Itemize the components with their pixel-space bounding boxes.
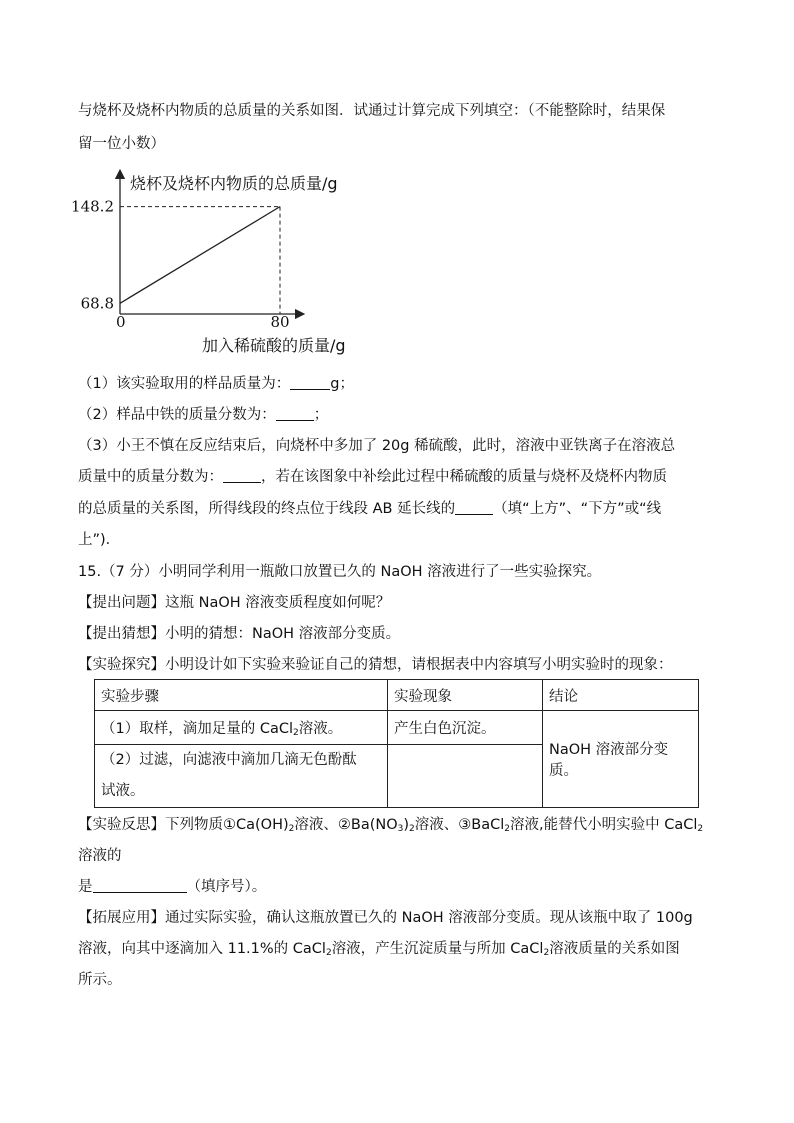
ask-question: 【提出问题】这瓶 NaOH 溶液变质程度如何呢？ [78, 595, 391, 611]
reflection-text-f: 是 [78, 879, 93, 895]
question-3-line-2 [78, 467, 667, 487]
question-3-line-3 [78, 499, 661, 519]
step-1-subscript: 2 [293, 728, 299, 738]
step-2-text-2: 试液。 [101, 783, 145, 799]
subscript: 2 [325, 948, 332, 958]
reflection-line-2: 溶液的 [78, 848, 122, 864]
reflection-text-e: 溶液,能替代小明实验中 CaCl [510, 817, 698, 833]
subscript: 2 [697, 824, 704, 834]
question-3-line-1: （3）小王不慎在反应结束后，向烧杯中多加了 20g 稀硫酸，此时，溶液中亚铁离子在溶液总 [78, 438, 676, 454]
y-tick-label: 68.8 [80, 294, 114, 313]
question-1 [78, 374, 354, 394]
extension-text-c: 溶液质量的关系如图 [549, 941, 680, 957]
reflection-text-d: 溶液、③BaCl [414, 817, 505, 833]
conclusion-cell: NaOH 溶液部分变质。 [543, 711, 699, 808]
y-axis-label: 烧杯及烧杯内物质的总质量/g [130, 174, 338, 193]
mass-chart [60, 166, 380, 360]
question-3-line-4: 上”)． [78, 532, 121, 548]
experiment-intro: 【实验探究】小明设计如下实验来验证自己的猜想，请根据表中内容填写小明实验时的现象： [78, 657, 673, 673]
subscript: 2 [543, 948, 550, 958]
subscript: 2 [504, 824, 510, 834]
step-2-text: （2）过滤，向滤液中滴加几滴无色酚酞 [101, 752, 357, 768]
reflection-line-3 [78, 877, 266, 897]
header-conclusion: 结论 [543, 680, 699, 711]
x-tick-label: 80 [270, 313, 290, 331]
subscript: 2 [288, 824, 295, 834]
x-axis-label: 加入稀硫酸的质量/g [202, 336, 346, 355]
step-1-text: （1）取样，滴加足量的 CaCl [101, 721, 293, 737]
reflection-line-1 [78, 815, 703, 839]
question-3-text-b: ，若在该图象中补绘此过程中稀硫酸的质量与烧杯及烧杯内物质 [261, 469, 667, 485]
answer-blank-2[interactable] [276, 406, 314, 421]
phenomenon-2-blank[interactable] [388, 745, 543, 808]
step-1 [95, 711, 388, 745]
answer-blank-4[interactable] [455, 500, 493, 515]
table-header-row [95, 680, 699, 711]
reflection-text-b: 溶液、②Ba(NO [294, 817, 398, 833]
phenomenon-1: 产生白色沉淀。 [388, 711, 543, 745]
question-2-text: （2）样品中铁的质量分数为： [78, 407, 276, 423]
question-1-text: （1）该实验取用的样品质量为： [78, 376, 291, 392]
intro-line-2: 留一位小数） [78, 136, 165, 152]
header-steps: 实验步骤 [95, 680, 388, 711]
origin-label: 0 [116, 313, 126, 331]
answer-blank-3[interactable] [223, 468, 261, 483]
y-tick-label: 148.2 [71, 197, 114, 216]
question-3-text-d: （填“上方”、“下方”或“线 [493, 501, 662, 517]
extension-line-2 [78, 939, 680, 963]
question-2 [78, 405, 328, 425]
extension-text-a: 溶液，向其中逐滴加入 11.1%的 CaCl [78, 941, 326, 957]
step-2 [95, 745, 388, 808]
reflection-text-a: 【实验反思】下列物质①Ca(OH) [78, 817, 289, 833]
table-row [95, 711, 699, 745]
extension-line-1: 【拓展应用】通过实际实验，确认这瓶放置已久的 NaOH 溶液部分变质。现从该瓶中取了 100g [78, 910, 693, 926]
subscript: 2 [409, 824, 415, 834]
question-3-text-a: 质量中的质量分数为： [78, 469, 223, 485]
step-1-suffix: 溶液。 [298, 721, 343, 737]
extension-line-3: 所示。 [78, 972, 122, 988]
question-2-suffix: ； [313, 407, 329, 423]
subscript: 3 [397, 824, 404, 834]
problem-15-title: 15.（7 分）小明同学利用一瓶敞口放置已久的 NaOH 溶液进行了一些实验探究。 [78, 564, 602, 580]
reflection-text-c: ) [403, 817, 410, 833]
extension-text-b: 溶液，产生沉淀质量与所加 CaCl [331, 941, 544, 957]
hypothesis: 【提出猜想】小明的猜想：NaOH 溶液部分变质。 [78, 626, 401, 642]
question-1-suffix: g； [330, 376, 354, 392]
question-3-text-c: 的总质量的关系图，所得线段的终点位于线段 AB 延长线的 [78, 501, 456, 517]
intro-line-1: 与烧杯及烧杯内物质的总质量的关系如图．试通过计算完成下列填空：（不能整除时，结果保 [78, 103, 666, 119]
experiment-table [94, 679, 699, 808]
answer-blank-5[interactable] [93, 878, 187, 893]
series-line [120, 207, 280, 304]
answer-blank-1[interactable] [290, 375, 330, 390]
header-phenomena: 实验现象 [388, 680, 543, 711]
reflection-text-g: （填序号）。 [186, 879, 267, 895]
